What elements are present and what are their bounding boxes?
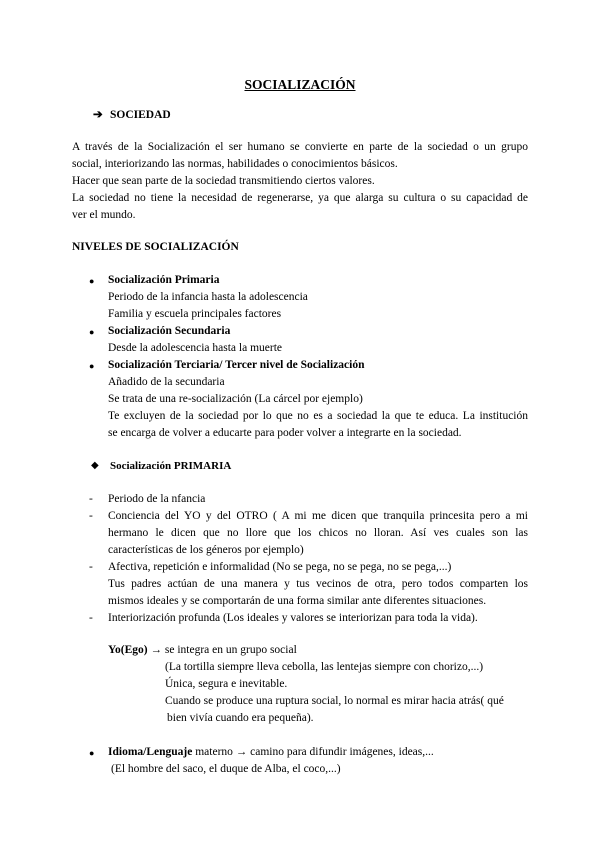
bullet-icon: ● <box>89 748 95 758</box>
yo-example: Única, segura e inevitable. <box>165 678 288 690</box>
idioma-example: (El hombre del saco, el duque de Alba, el coco,...) <box>111 763 341 775</box>
list-item: mismos ideales y se comportarán de una forma similar ante diferentes situaciones. <box>108 595 487 607</box>
yo-line: Yo(Ego) → se integra en un grupo social <box>108 644 297 656</box>
dash-icon: - <box>89 493 93 505</box>
nivel-line: Añadido de la secundaria <box>108 376 225 388</box>
yo-example: Cuando se produce una ruptura social, lo normal es mirar hacia atrás( qué <box>165 695 504 707</box>
nivel-line: se encarga de volver a educarte para poder volver a integrarte en la sociedad. <box>108 427 462 439</box>
list-item: Conciencia del YO y del OTRO ( A mi me dicen que tranquila princesita pero a mi <box>108 510 528 522</box>
sociedad-line: ver el mundo. <box>72 209 136 221</box>
dash-icon: - <box>89 561 93 573</box>
sociedad-line: Hacer que sean parte de la sociedad transmitiendo ciertos valores. <box>72 175 375 187</box>
nivel-terciaria-label: Socialización Terciaria/ Tercer nivel de Socialización <box>108 359 365 371</box>
nivel-line: Desde la adolescencia hasta la muerte <box>108 342 283 354</box>
list-item: Tus padres actúan de una manera y tus vecinos de otra, pero todos comparten los <box>108 578 528 590</box>
list-item: hermano le dicen que no llore que los chicos no lloran. Así ves cuales son las <box>108 527 528 539</box>
list-item: Afectiva, repetición e informalidad (No se pega, no se pega, no se pega,...) <box>108 561 452 573</box>
dash-icon: - <box>89 612 93 624</box>
primaria-heading: Socialización PRIMARIA <box>110 460 232 472</box>
bullet-icon: ● <box>89 276 95 286</box>
nivel-secundaria-label: Socialización Secundaria <box>108 325 231 337</box>
sociedad-line: A través de la Socialización el ser humano se convierte en parte de la sociedad o un grupo <box>72 141 528 153</box>
bullet-icon: ● <box>89 361 95 371</box>
yo-example: (La tortilla siempre lleva cebolla, las lentejas siempre con chorizo,...) <box>165 661 484 673</box>
page-title: SOCIALIZACIÓN <box>244 77 356 92</box>
list-item: Periodo de la nfancia <box>108 493 206 505</box>
nivel-line: Se trata de una re-socialización (La cárcel por ejemplo) <box>108 393 363 405</box>
sociedad-line: social, interiorizando las normas, habilidades o conocimientos básicos. <box>72 158 398 170</box>
sociedad-heading: SOCIEDAD <box>110 109 171 121</box>
nivel-line: Familia y escuela principales factores <box>108 308 282 320</box>
sociedad-line: La sociedad no tiene la necesidad de regenerarse, ya que alarga su cultura o su capacidad de <box>72 192 528 204</box>
yo-example: bien vivía cuando era pequeña). <box>167 712 314 724</box>
idioma-line: Idioma/Lenguaje materno → camino para difundir imágenes, ideas,... <box>108 746 434 758</box>
nivel-line: Te excluyen de la sociedad por lo que no es a sociedad la que te educa. La institución <box>108 410 528 422</box>
nivel-primaria-label: Socialización Primaria <box>108 274 220 286</box>
nivel-line: Periodo de la infancia hasta la adolescencia <box>108 291 308 303</box>
diamond-icon: ◆ <box>91 460 99 471</box>
list-item: Interiorización profunda (Los ideales y valores se interiorizan para toda la vida). <box>108 612 478 624</box>
niveles-heading: NIVELES DE SOCIALIZACIÓN <box>72 241 239 253</box>
list-item: características de los géneros por ejemplo) <box>108 544 304 556</box>
dash-icon: - <box>89 510 93 522</box>
bullet-icon: ● <box>89 327 95 337</box>
arrow-icon: ➔ <box>93 109 103 121</box>
